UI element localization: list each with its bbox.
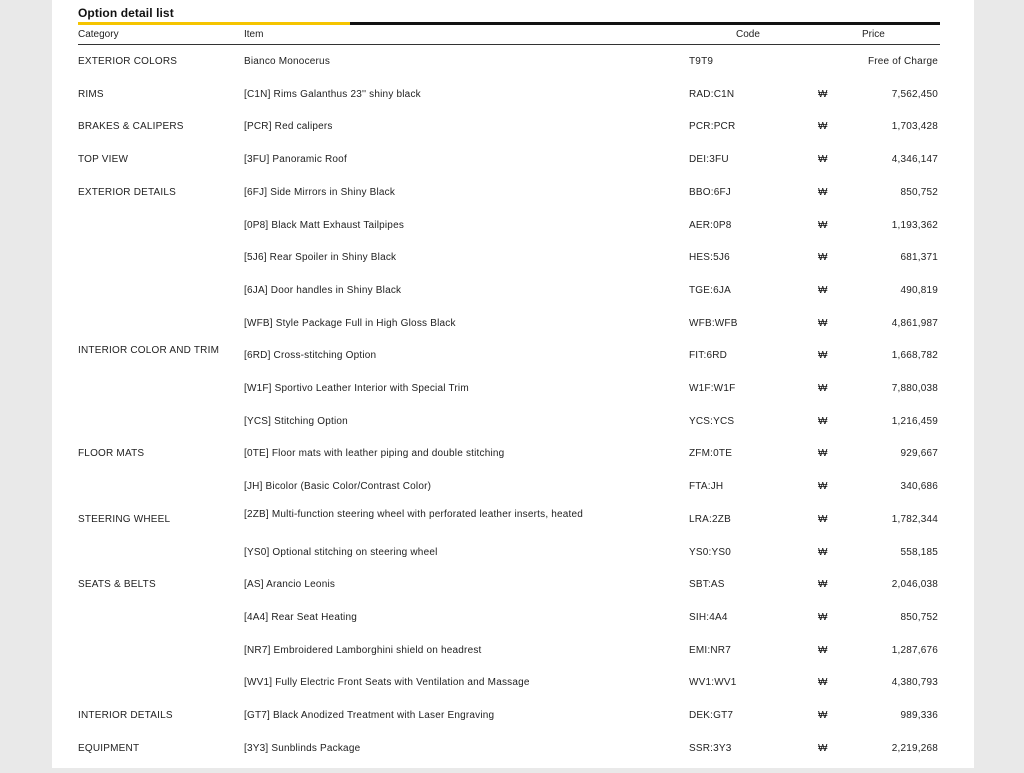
- currency-cell: ₩: [818, 710, 828, 721]
- code-cell: TGE:6JA: [689, 284, 731, 296]
- item-cell: [GT7] Black Anodized Treatment with Laser Engraving: [244, 710, 495, 721]
- price-cell: 1,668,782: [891, 350, 938, 362]
- item-cell: [3FU] Panoramic Roof: [244, 154, 347, 166]
- title-accent-rule: [78, 22, 350, 25]
- currency-cell: ₩: [818, 644, 828, 656]
- currency-cell: ₩: [818, 677, 828, 689]
- category-cell: EXTERIOR COLORS: [78, 56, 178, 67]
- code-cell: WFB:WFB: [689, 317, 738, 329]
- code-cell: SSR:3Y3: [689, 742, 732, 754]
- table-header: [78, 29, 940, 43]
- currency-cell: ₩: [818, 448, 828, 460]
- page-title: Option detail list: [78, 6, 174, 20]
- table-row: [78, 220, 940, 250]
- currency-cell: ₩: [818, 546, 828, 558]
- item-cell: [AS] Arancio Leonis: [244, 579, 336, 591]
- price-cell: 929,667: [900, 448, 938, 460]
- table-row: [78, 345, 940, 380]
- item-cell: [NR7] Embroidered Lamborghini shield on headrest: [244, 644, 482, 656]
- item-cell: [0P8] Black Matt Exhaust Tailpipes: [244, 219, 405, 231]
- item-cell: [3Y3] Sunblinds Package: [244, 742, 361, 754]
- currency-cell: ₩: [818, 383, 828, 394]
- code-cell: EMI:NR7: [689, 644, 731, 656]
- category-cell: EQUIPMENT: [78, 742, 140, 754]
- document-page: [52, 0, 974, 768]
- price-cell: 850,752: [900, 611, 938, 623]
- table-row: [78, 187, 940, 217]
- currency-cell: ₩: [818, 742, 828, 754]
- header-price: Price: [862, 29, 885, 40]
- currency-cell: ₩: [818, 284, 828, 296]
- item-cell: [JH] Bicolor (Basic Color/Contrast Color): [244, 481, 432, 493]
- table-row: [78, 89, 940, 119]
- currency-cell: ₩: [818, 121, 828, 133]
- code-cell: FTA:JH: [689, 481, 724, 493]
- category-cell: INTERIOR DETAILS: [78, 710, 173, 721]
- price-cell: 1,193,362: [891, 219, 938, 231]
- price-cell: 7,562,450: [891, 88, 938, 100]
- currency-cell: ₩: [818, 415, 828, 427]
- code-cell: SBT:AS: [689, 579, 725, 591]
- item-cell: [YCS] Stitching Option: [244, 415, 348, 427]
- code-cell: DEK:GT7: [689, 710, 734, 721]
- code-cell: LRA:2ZB: [689, 513, 731, 525]
- item-cell: [WV1] Fully Electric Front Seats with Ventilation and Massage: [244, 677, 530, 689]
- table-row: [78, 154, 940, 184]
- table-row: [78, 579, 940, 609]
- code-cell: FIT:6RD: [689, 350, 728, 362]
- item-cell: [PCR] Red calipers: [244, 121, 333, 133]
- header-item: Item: [244, 29, 264, 40]
- price-cell: 558,185: [900, 546, 938, 558]
- item-cell: [YS0] Optional stitching on steering wheel: [244, 546, 438, 558]
- code-cell: DEI:3FU: [689, 154, 729, 166]
- table-row: [78, 677, 940, 707]
- price-cell: 2,046,038: [891, 579, 938, 591]
- price-cell: 340,686: [900, 481, 938, 493]
- item-cell: [6JA] Door handles in Shiny Black: [244, 284, 402, 296]
- header-category: Category: [78, 29, 119, 40]
- code-cell: ZFM:0TE: [689, 448, 733, 460]
- header-code: Code: [736, 29, 760, 40]
- currency-cell: ₩: [818, 154, 828, 166]
- code-cell: PCR:PCR: [689, 121, 736, 133]
- table-row: [78, 481, 940, 511]
- item-cell: [W1F] Sportivo Leather Interior with Special Trim: [244, 383, 469, 394]
- price-cell: 4,380,793: [891, 677, 938, 689]
- category-cell: RIMS: [78, 88, 104, 100]
- price-cell: 850,752: [900, 186, 938, 198]
- item-cell: Bianco Monocerus: [244, 56, 331, 67]
- code-cell: AER:0P8: [689, 219, 732, 231]
- category-cell: BRAKES & CALIPERS: [78, 121, 184, 133]
- code-cell: YCS:YCS: [689, 415, 735, 427]
- code-cell: HES:5J6: [689, 252, 730, 264]
- table-row: [78, 383, 940, 413]
- header-rule: [78, 44, 940, 45]
- price-cell: 490,819: [900, 284, 938, 296]
- table-row: [78, 612, 940, 642]
- item-cell: [6RD] Cross-stitching Option: [244, 350, 377, 362]
- table-row: [78, 448, 940, 478]
- table-row: [78, 743, 940, 773]
- table-row: [78, 710, 940, 740]
- price-cell: 1,703,428: [891, 121, 938, 133]
- item-cell: [4A4] Rear Seat Heating: [244, 611, 357, 623]
- category-cell: TOP VIEW: [78, 154, 129, 166]
- code-cell: RAD:C1N: [689, 88, 735, 100]
- category-cell: FLOOR MATS: [78, 448, 145, 460]
- table-row: [78, 645, 940, 675]
- currency-cell: ₩: [818, 481, 828, 493]
- item-cell: [2ZB] Multi-function steering wheel with perforated leather inserts, heated: [244, 508, 584, 520]
- table-row: [78, 318, 940, 348]
- category-cell: SEATS & BELTS: [78, 579, 156, 591]
- code-cell: W1F:W1F: [689, 383, 736, 394]
- code-cell: SIH:4A4: [689, 611, 728, 623]
- item-cell: [0TE] Floor mats with leather piping and double stitching: [244, 448, 505, 460]
- item-cell: [5J6] Rear Spoiler in Shiny Black: [244, 252, 397, 264]
- item-cell: [C1N] Rims Galanthus 23'' shiny black: [244, 88, 421, 100]
- category-cell: EXTERIOR DETAILS: [78, 186, 177, 198]
- table-row: [78, 416, 940, 446]
- code-cell: T9T9: [689, 56, 714, 67]
- price-cell: Free of Charge: [867, 56, 938, 67]
- price-cell: 989,336: [900, 710, 938, 721]
- title-rule: [350, 22, 940, 25]
- currency-cell: ₩: [818, 186, 828, 198]
- currency-cell: ₩: [818, 88, 828, 100]
- price-cell: 1,782,344: [891, 513, 938, 525]
- code-cell: BBO:6FJ: [689, 186, 731, 198]
- price-cell: 2,219,268: [891, 742, 938, 754]
- currency-cell: ₩: [818, 252, 828, 264]
- currency-cell: ₩: [818, 317, 828, 329]
- table-row: [78, 56, 940, 86]
- currency-cell: ₩: [818, 611, 828, 623]
- category-cell: STEERING WHEEL: [78, 513, 171, 525]
- price-cell: 681,371: [900, 252, 938, 264]
- price-cell: 1,216,459: [891, 415, 938, 427]
- price-cell: 4,861,987: [891, 317, 938, 329]
- table-row: [78, 121, 940, 151]
- table-row: [78, 508, 940, 544]
- price-cell: 7,880,038: [891, 383, 938, 394]
- table-row: [78, 547, 940, 577]
- currency-cell: ₩: [818, 579, 828, 591]
- item-cell: [WFB] Style Package Full in High Gloss Black: [244, 317, 456, 329]
- code-cell: WV1:WV1: [689, 677, 737, 689]
- price-cell: 4,346,147: [891, 154, 938, 166]
- price-cell: 1,287,676: [891, 644, 938, 656]
- code-cell: YS0:YS0: [689, 546, 731, 558]
- currency-cell: ₩: [818, 350, 828, 362]
- table-row: [78, 285, 940, 315]
- category-cell: INTERIOR COLOR AND TRIM: [78, 345, 220, 357]
- currency-cell: ₩: [818, 513, 828, 525]
- item-cell: [6FJ] Side Mirrors in Shiny Black: [244, 186, 396, 198]
- table-row: [78, 252, 940, 282]
- currency-cell: ₩: [818, 219, 828, 231]
